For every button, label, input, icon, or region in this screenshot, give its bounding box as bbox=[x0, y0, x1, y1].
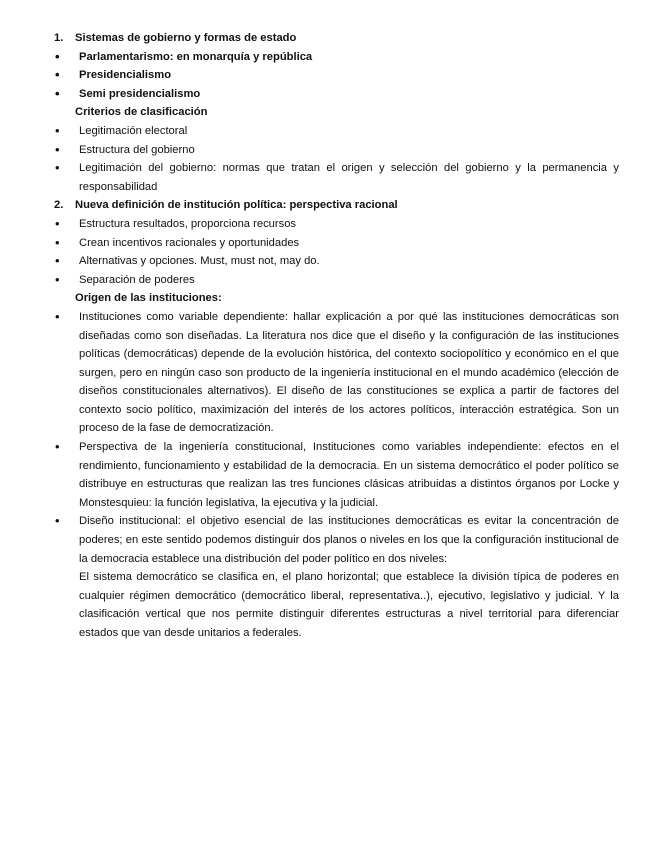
list-item: • Crean incentivos racionales y oportunidades bbox=[40, 234, 619, 253]
criteria-list bbox=[40, 122, 619, 196]
rational-perspective-list bbox=[40, 215, 619, 289]
list-item: • Instituciones como variable dependiente: hallar explicación a por qué las instituciones democráticas son diseñadas como son diseñadas. La literatura nos dice que el diseño y la configuración de las instituciones políticas (democráticas) depende de la evolución histórica, del contexto sociopolítico y económico en el que surgen, pero en ningún caso son producto de la ingeniería institucional en el mundo académico (elección de diseños constitucionales alternativos). El diseño de las constituciones se explica a partir de factores del contexto socio político, maximización del interés de los actores políticos, interacción estratégica. Son un proceso de la fase de democratización. bbox=[40, 308, 619, 438]
list-item bbox=[40, 512, 619, 642]
origin-heading: Origen de las instituciones: bbox=[75, 292, 222, 305]
government-systems-list bbox=[40, 48, 619, 104]
section-title: Sistemas de gobierno y formas de estado bbox=[75, 32, 297, 44]
origin-heading-wrap bbox=[40, 289, 619, 308]
origin-list bbox=[40, 308, 619, 643]
section-2 bbox=[40, 196, 619, 215]
list-item: • Estructura del gobierno bbox=[40, 141, 619, 160]
paragraph-text: Diseño institucional: el objetivo esencial de las instituciones democráticas es evitar la concentración de poderes; en este sentido podemos distinguir dos planos o niveles en los que la configuración institucional de la democracia establece una distribución del poder político en dos niveles: bbox=[79, 515, 619, 565]
list-item: • Legitimación del gobierno: normas que tratan el origen y selección del gobierno y la permanencia y responsabilidad bbox=[40, 159, 619, 196]
criteria-heading: Criterios de clasificación bbox=[75, 106, 208, 119]
paragraph-continuation: El sistema democrático se clasifica en, el plano horizontal; que establece la división típica de poderes en cualquier régimen democrático (democrático liberal, representativa..), ejecutivo, legislativo y judicial. Y la clasificación vertical que nos permite distinguir diferentes estructuras a nivel territorial para diferenciar estados que van desde unitarios a federales. bbox=[79, 571, 619, 639]
list-item: • Separación de poderes bbox=[40, 271, 619, 290]
section-number: 2. bbox=[54, 199, 64, 212]
list-item: • Alternativas y opciones. Must, must not, may do. bbox=[40, 252, 619, 271]
section-number: 1. bbox=[54, 32, 64, 44]
list-item: • Parlamentarismo: en monarquía y república bbox=[40, 48, 619, 67]
criteria-heading-wrap bbox=[40, 103, 619, 122]
list-item: • Presidencialismo bbox=[40, 66, 619, 85]
list-item: • Semi presidencialismo bbox=[40, 85, 619, 104]
section-1 bbox=[40, 29, 619, 48]
section-title: Nueva definición de institución política: perspectiva racional bbox=[75, 199, 398, 212]
list-item: • Estructura resultados, proporciona recursos bbox=[40, 215, 619, 234]
list-item: • Legitimación electoral bbox=[40, 122, 619, 141]
list-item: • Perspectiva de la ingeniería constitucional, Instituciones como variables independiente: efectos en el rendimiento, funcionamiento y estabilidad de la democracia. En un sistema democrático el poder político se distribuye en estructuras que realizan las tres funciones clásicas atribuidas a distintos órganos por Locke y Monstesquieu: la función legislativa, la ejecutiva y la judicial. bbox=[40, 438, 619, 512]
